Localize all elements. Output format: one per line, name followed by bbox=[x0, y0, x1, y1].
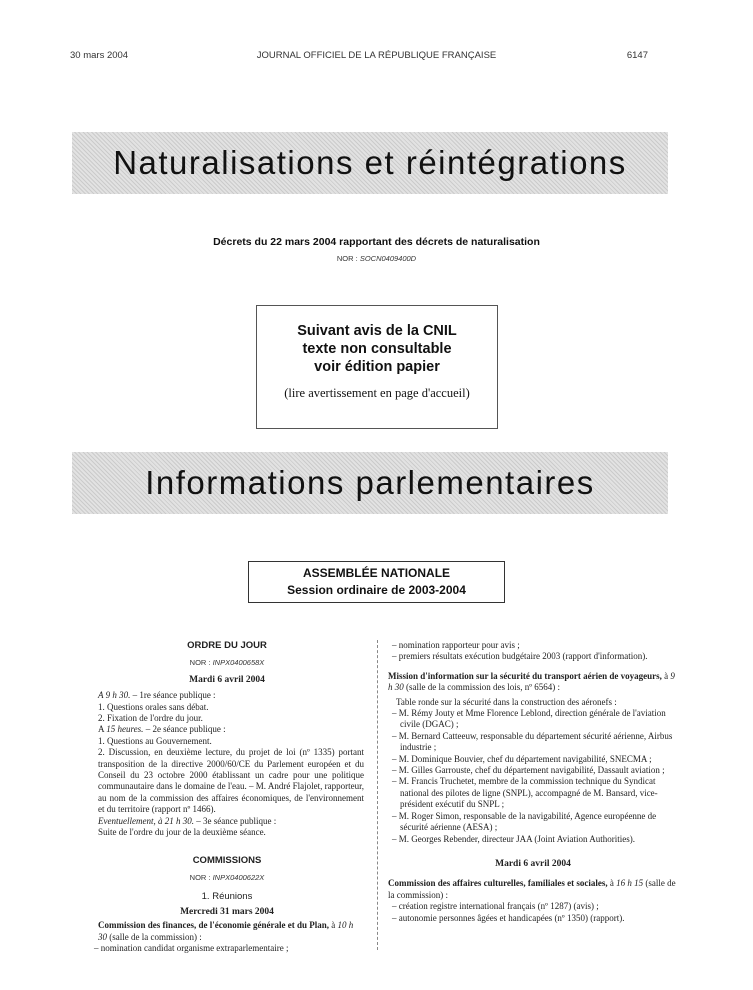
mission-title: Mission d'information sur la sécurité du transport aérien de voyageurs, bbox=[388, 670, 662, 681]
ordre-nor-prefix: NOR : bbox=[189, 658, 213, 668]
commission-culture-room: (salle de la commission) : bbox=[388, 878, 676, 900]
ordre-title: ORDRE DU JOUR bbox=[187, 640, 267, 651]
commission-finances-time: 10 h 30 bbox=[98, 920, 354, 942]
mission-heading bbox=[388, 671, 678, 694]
journal-title: JOURNAL OFFICIEL DE LA RÉPUBLIQUE FRANÇAISE bbox=[256, 50, 497, 61]
mission-at: à bbox=[661, 670, 671, 681]
participant-6: – M. Roger Simon, responsable de la navigabilité, Agence européenne de sécurité aérienne (AESA) ; bbox=[392, 810, 657, 833]
commissions-nor-code: INPX0400622X bbox=[212, 872, 265, 882]
culture-item-2: – autonomie personnes âgées et handicapées (nº 1350) (rapport). bbox=[392, 912, 625, 923]
commission-finances-title: Commission des finances, de l'économie générale et du Plan, bbox=[98, 920, 329, 931]
seance-1-time: A 9 h 30. bbox=[98, 690, 131, 701]
seance-3-label: – 3e séance publique : bbox=[193, 815, 277, 826]
commissions-title: COMMISSIONS bbox=[192, 854, 262, 866]
participant-1: – M. Rémy Jouty et Mme Florence Leblond, direction générale de l'aviation civile (DGAC) ; bbox=[392, 708, 666, 730]
item-discussion: 2. Discussion, en deuxième lecture, du projet de loi (nº 1335) portant transposition de la directive 2000/60/CE du Parlement européen et du Conseil du 23 octobre 2000 établissant un cadre pour une politique communautaire dans le domaine de l'eau. – M. André Flajolet, rapporteur, au nom de la commission des affaires économiques, de l'environnement et du territoire (rapport nº 1466). bbox=[98, 747, 364, 815]
left-column bbox=[90, 640, 364, 954]
assembly-box bbox=[248, 561, 505, 603]
seance-2-time: 15 heures. bbox=[106, 724, 144, 735]
assembly-session: Session ordinaire de 2003-2004 bbox=[287, 583, 466, 597]
seance-3 bbox=[90, 816, 364, 827]
column-divider bbox=[377, 640, 378, 950]
right-column bbox=[388, 640, 678, 924]
culture-item-1: – création registre international français (nº 1287) (avis) ; bbox=[392, 901, 599, 912]
date-mercredi: Mercredi 31 mars 2004 bbox=[180, 906, 274, 917]
seance-2-label: – 2e séance publique : bbox=[143, 724, 226, 735]
mission-time: 9 h 30 bbox=[388, 670, 675, 693]
date-mardi-right: Mardi 6 avril 2004 bbox=[495, 858, 571, 869]
commission-finances-room: (salle de la commission) : bbox=[107, 931, 202, 942]
banner-naturalisations-title: Naturalisations et réintégrations bbox=[113, 144, 627, 181]
banner-informations bbox=[72, 452, 668, 514]
cnil-line-2: texte non consultable bbox=[302, 341, 452, 357]
commissions-nor-prefix: NOR : bbox=[189, 872, 213, 882]
table-ronde: Table ronde sur la sécurité dans la construction des aéronefs : bbox=[396, 696, 617, 707]
cnil-note: (lire avertissement en page d'accueil) bbox=[284, 386, 470, 400]
ordre-date: Mardi 6 avril 2004 bbox=[189, 674, 265, 685]
participant-5: – M. Francis Truchetet, membre de la commission technique du Syndicat national des pilotes de ligne (SNPL), accompagné de M. Bansard, vice-président exécutif du SNPL ; bbox=[392, 776, 658, 810]
participant-4: – M. Gilles Garrouste, chef du département navigabilité, Dassault aviation ; bbox=[392, 765, 665, 776]
decrees-nor-code: SOCN0409400D bbox=[359, 254, 417, 263]
decrees-nor-prefix: NOR : bbox=[336, 254, 360, 263]
commission-finances-at: à bbox=[329, 920, 338, 931]
commission-culture-at: à bbox=[607, 878, 617, 889]
cnil-notice-box bbox=[256, 305, 498, 429]
item-fixation: 2. Fixation de l'ordre du jour. bbox=[98, 713, 203, 724]
seance-3-time: Eventuellement, à 21 h 30. bbox=[98, 815, 194, 826]
participant-2: – M. Bernard Catteeuw, responsable du département sécurité aérienne, Airbus industrie ; bbox=[392, 730, 673, 753]
ordre-nor bbox=[90, 657, 364, 668]
participant-7: – M. Georges Rebender, directeur JAA (Joint Aviation Authorities). bbox=[392, 833, 636, 844]
commission-culture bbox=[388, 878, 678, 901]
commission-finances bbox=[90, 920, 364, 943]
commission-culture-title: Commission des affaires culturelles, familiales et sociales, bbox=[388, 878, 608, 889]
decrees-title: Décrets du 22 mars 2004 rapportant des décrets de naturalisation bbox=[213, 236, 540, 248]
item-questions-gouv: 1. Questions au Gouvernement. bbox=[98, 735, 212, 746]
right-item-rapporteur: – nomination rapporteur pour avis ; bbox=[392, 640, 520, 650]
mission-room: (salle de la commission des lois, nº 6564) : bbox=[403, 682, 561, 693]
banner-naturalisations bbox=[72, 132, 668, 194]
seance-1 bbox=[90, 690, 364, 701]
cnil-line-3: voir édition papier bbox=[314, 359, 440, 375]
right-item-budget: – premiers résultats exécution budgétaire 2003 (rapport d'information). bbox=[392, 651, 648, 662]
banner-informations-title: Informations parlementaires bbox=[145, 464, 595, 501]
ordre-nor-code: INPX0400658X bbox=[212, 658, 265, 668]
commissions-nor bbox=[90, 872, 364, 883]
seance-2-prefix: A bbox=[98, 724, 107, 735]
seance-2 bbox=[90, 724, 364, 735]
commission-finances-item: – nomination candidat organisme extraparlementaire ; bbox=[94, 942, 289, 953]
assembly-name: ASSEMBLÉE NATIONALE bbox=[302, 566, 451, 580]
reunions-heading: 1. Réunions bbox=[201, 891, 253, 903]
header-date: 30 mars 2004 bbox=[70, 50, 129, 61]
seance-1-label: – 1re séance publique : bbox=[130, 690, 216, 701]
item-questions-orales: 1. Questions orales sans débat. bbox=[98, 701, 209, 712]
seance-3-text: Suite de l'ordre du jour de la deuxième séance. bbox=[98, 827, 266, 838]
commission-culture-time: 16 h 15 bbox=[616, 878, 644, 889]
decrees-nor bbox=[0, 254, 753, 263]
page-number: 6147 bbox=[626, 50, 648, 61]
participant-3: – M. Dominique Bouvier, chef du département navigabilité, SNECMA ; bbox=[392, 753, 652, 764]
cnil-line-1: Suivant avis de la CNIL bbox=[297, 323, 457, 339]
